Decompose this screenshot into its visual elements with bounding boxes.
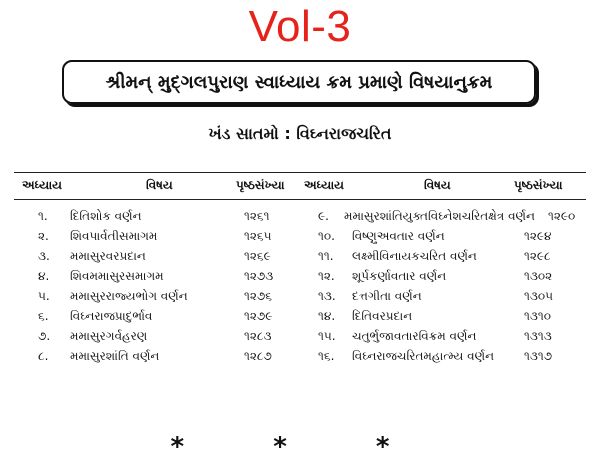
row-page: ૧૩૧૦ (524, 309, 551, 323)
table-top-rule (14, 172, 586, 173)
table-row (0, 307, 300, 327)
row-number: ૮. (38, 349, 49, 363)
row-subject: શિવમમાસુરસમાગમ (70, 269, 164, 283)
row-page: ૧૨૮૩ (244, 329, 272, 343)
row-page: ૧૩૧૭ (524, 349, 553, 363)
row-subject: દિતિશોક વર્ણન (70, 209, 142, 223)
row-number: ૧. (38, 209, 48, 223)
table-header-rule (14, 199, 586, 200)
row-subject: મમાસુરવરપ્રદાન (70, 249, 146, 263)
volume-label: Vol-3 (248, 2, 352, 51)
row-page: ૧૨૬૧ (244, 209, 270, 223)
table-row (300, 287, 600, 307)
row-number: ૧૧. (318, 249, 334, 263)
row-subject: ચતુર્ભુજાવતારવિક્રમ વર્ણન (352, 329, 477, 343)
row-number: ૧૩. (318, 289, 336, 303)
row-page: ૧૨૭૯ (244, 309, 273, 323)
banner-title: શ્રીમન્ મુદ્ગલપુરાણ સ્વાધ્યાય ક્રમ પ્રમાણે વિષયાનુક્રમ (105, 71, 493, 93)
row-subject: મમાસુરગર્વહરણ (70, 329, 148, 343)
row-page: ૧૩૦૫ (524, 289, 553, 303)
table-row (300, 327, 600, 347)
left-header-index: અધ્યાય (22, 178, 63, 192)
table-row (0, 227, 300, 247)
table-row (0, 287, 300, 307)
row-page: ૧૨૬૫ (244, 229, 272, 243)
left-header-subject: વિષય (146, 178, 173, 192)
row-page: ૧૨૯૮ (524, 249, 551, 263)
right-header-page: પૃષ્ઠસંખ્યા (514, 178, 563, 192)
footer-stars: * * * (170, 432, 430, 462)
row-number: ૧૨. (318, 269, 335, 283)
row-number: ૨. (38, 229, 49, 243)
row-number: ૧૬. (318, 349, 335, 363)
left-header-page: પૃષ્ઠસંખ્યા (236, 178, 285, 192)
row-page: ૧૨૮૭ (244, 349, 272, 363)
row-subject: શિવપાર્વતીસમાગમ (70, 229, 158, 243)
row-number: ૭. (38, 329, 51, 343)
row-subject: શૂર્પકર્ણાવતાર વર્ણન (352, 269, 447, 283)
table-row (0, 247, 300, 267)
row-subject: વિઘ્નરાજચરિતમહાત્મ્ય વર્ણન (352, 349, 495, 363)
row-page: ૧૨૯૦ (548, 209, 576, 223)
table-row (300, 207, 600, 227)
row-number: ૯. (318, 209, 329, 223)
row-subject: વિષ્ણુઅવતાર વર્ણન (352, 229, 445, 243)
right-header-index: અધ્યાય (304, 178, 345, 192)
table-row (0, 207, 300, 227)
row-number: ૧૦. (318, 229, 335, 243)
table-row (300, 247, 600, 267)
row-number: ૫. (38, 289, 50, 303)
row-page: ૧૨૯૪ (524, 229, 552, 243)
row-subject: વિઘ્નરાજપ્રાદુર્ભાવ (70, 309, 153, 323)
row-page: ૧૨૭૩ (244, 269, 274, 283)
row-number: ૬. (38, 309, 49, 323)
row-subject: મમાસુરશાંતિયુક્તવિઘ્નેશચરિતક્ષેત્ર વર્ણન (344, 209, 535, 223)
row-page: ૧૩૦૨ (524, 269, 553, 283)
row-number: ૩. (38, 249, 50, 263)
table-row (300, 347, 600, 367)
table-row (0, 267, 300, 287)
right-header-subject: વિષય (424, 178, 451, 192)
row-page: ૧૨૬૯ (244, 249, 271, 263)
row-page: ૧૩૧૩ (524, 329, 552, 343)
row-subject: દિતિવરપ્રદાન (352, 309, 413, 323)
table-row (0, 327, 300, 347)
table-row (300, 267, 600, 287)
row-subject: દત્તગીતા વર્ણન (352, 289, 422, 303)
title-banner (62, 60, 536, 104)
table-row (300, 227, 600, 247)
table-row (300, 307, 600, 327)
section-title: ખંડ સાતમો : વિઘ્નરાજચરિત (208, 124, 392, 143)
left-table (0, 207, 300, 367)
row-number: ૧૫. (318, 329, 336, 343)
row-number: ૧૪. (318, 309, 336, 323)
row-subject: લક્ષ્મીવિનાયકચરિત વર્ણન (352, 249, 477, 263)
row-subject: મમાસુરરાજ્યભોગ વર્ણન (70, 289, 188, 303)
right-table (300, 207, 600, 367)
row-page: ૧૨૭૬ (244, 289, 272, 303)
row-number: ૪. (38, 269, 50, 283)
table-row (0, 347, 300, 367)
row-subject: મમાસુરશાંતિ વર્ણન (70, 349, 160, 363)
